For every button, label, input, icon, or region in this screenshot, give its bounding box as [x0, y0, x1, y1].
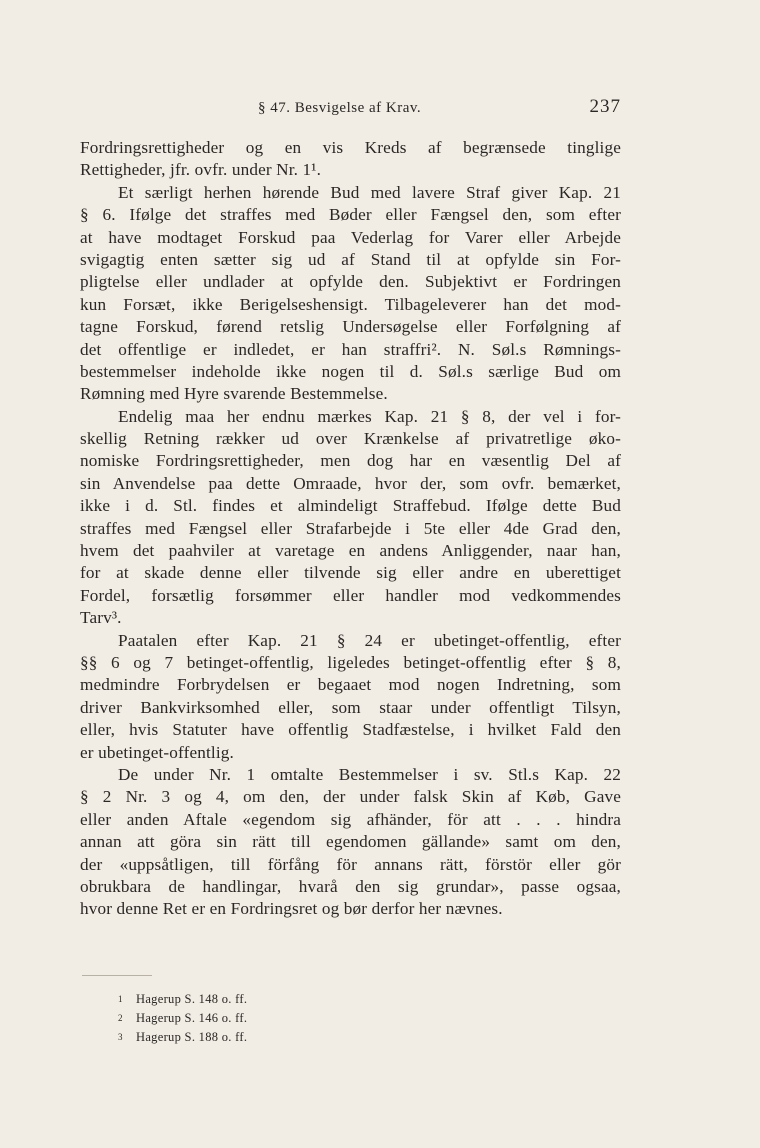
- text-line: Fordel, forsætlig forsømmer eller handler mod vedkommendes: [80, 585, 621, 605]
- page-number: 237: [589, 96, 621, 117]
- text-line: §§ 6 og 7 betinget-offentlig, ligeledes betinget-offentlig efter § 8,: [80, 652, 621, 672]
- text-line: at have modtaget Forskud paa Vederlag for Varer eller Arbejde: [80, 227, 621, 247]
- footnote-text: Hagerup S. 146 o. ff.: [136, 1011, 248, 1025]
- footnote: [118, 1009, 247, 1028]
- text-line: for at skade denne eller tilvende sig eller andre en uberettiget: [80, 563, 621, 583]
- text-line: Tarv³.: [80, 608, 122, 628]
- text-line: pligtelse eller undlader at opfylde den. Subjektivt er Fordringen: [80, 272, 621, 292]
- text-line: eller anden Aftale «egendom sig afhänder, för att . . . hindra: [80, 809, 621, 829]
- text-line: annan att göra sin rätt till egendomen gällande» samt om den,: [80, 832, 621, 852]
- text-line: Endelig maa her endnu mærkes Kap. 21 § 8, der vel i for-: [118, 406, 621, 426]
- body-text: [80, 137, 621, 921]
- text-line: tagne Forskud, førend retslig Undersøgelse eller Forfølgning af: [80, 317, 621, 337]
- footnote-mark: 2: [118, 1013, 123, 1023]
- text-line: obrukbara de handlingar, hvarå den sig grundar», passe ogsaa,: [80, 876, 621, 896]
- text-line: sin Anvendelse paa dette Omraade, hvor der, som ovfr. bemærket,: [80, 473, 621, 493]
- footnote-mark: 1: [118, 994, 123, 1004]
- text-line: Rettigheder, jfr. ovfr. under Nr. 1¹.: [80, 160, 322, 180]
- text-line: skellig Retning rækker ud over Krænkelse af privatretlige øko-: [80, 429, 621, 449]
- text-line: Rømning med Hyre svarende Bestemmelse.: [80, 384, 388, 404]
- footnote-text: Hagerup S. 188 o. ff.: [136, 1030, 248, 1044]
- text-line: Fordringsrettigheder og en vis Kreds af begrænsede tinglige: [80, 138, 621, 157]
- footnote-mark: 3: [118, 1032, 123, 1042]
- section-heading: § 47. Besvigelse af Krav.: [258, 100, 422, 116]
- text-line: nomiske Fordringsrettigheder, men dog har en væsentlig Del af: [80, 451, 621, 471]
- text-line: De under Nr. 1 omtalte Bestemmelser i sv. Stl.s Kap. 22: [118, 764, 621, 784]
- text-line: § 6. Ifølge det straffes med Bøder eller Fængsel den, som efter: [80, 205, 621, 225]
- footnotes: [118, 990, 247, 1047]
- text-line: § 2 Nr. 3 og 4, om den, der under falsk Skin af Køb, Gave: [80, 787, 621, 807]
- text-line: straffes med Fængsel eller Strafarbejde i 5te eller 4de Grad den,: [80, 518, 621, 538]
- text-line: eller, hvis Statuter have offentlig Stadfæstelse, i hvilket Fald den: [80, 720, 621, 740]
- text-line: er ubetinget-offentlig.: [80, 742, 234, 762]
- text-line: ikke i d. Stl. findes et almindeligt Straffebud. Ifølge dette Bud: [80, 496, 621, 516]
- text-line: medmindre Forbrydelsen er begaaet mod nogen Indretning, som: [80, 675, 621, 695]
- footnote: [118, 1028, 247, 1047]
- text-line: svigagtig enten sætter sig ud af Stand til at opfylde sin For-: [80, 249, 621, 269]
- text-line: der «uppsåtligen, till förfång för annans rätt, förstör eller gör: [80, 854, 621, 874]
- text-line: driver Bankvirksomhed eller, som staar under offentligt Tilsyn,: [80, 697, 621, 717]
- footnote: [118, 990, 247, 1009]
- text-line: det offentlige er indledet, er han straffri². N. Søl.s Rømnings-: [80, 339, 621, 359]
- footnote-text: Hagerup S. 148 o. ff.: [136, 992, 248, 1006]
- text-line: Paatalen efter Kap. 21 § 24 er ubetinget-offentlig, efter: [118, 630, 621, 650]
- text-line: Et særligt herhen hørende Bud med lavere Straf giver Kap. 21: [118, 182, 621, 202]
- text-line: hvor denne Ret er en Fordringsret og bør derfor her nævnes.: [80, 899, 503, 919]
- text-line: kun Forsæt, ikke Berigelseshensigt. Tilbageleverer han det mod-: [80, 294, 621, 314]
- footnote-rule: [82, 975, 152, 976]
- text-line: bestemmelser indeholde ikke nogen til d. Søl.s særlige Bud om: [80, 361, 621, 381]
- text-line: hvem det paahviler at varetage en andens Anliggender, naar han,: [80, 541, 621, 561]
